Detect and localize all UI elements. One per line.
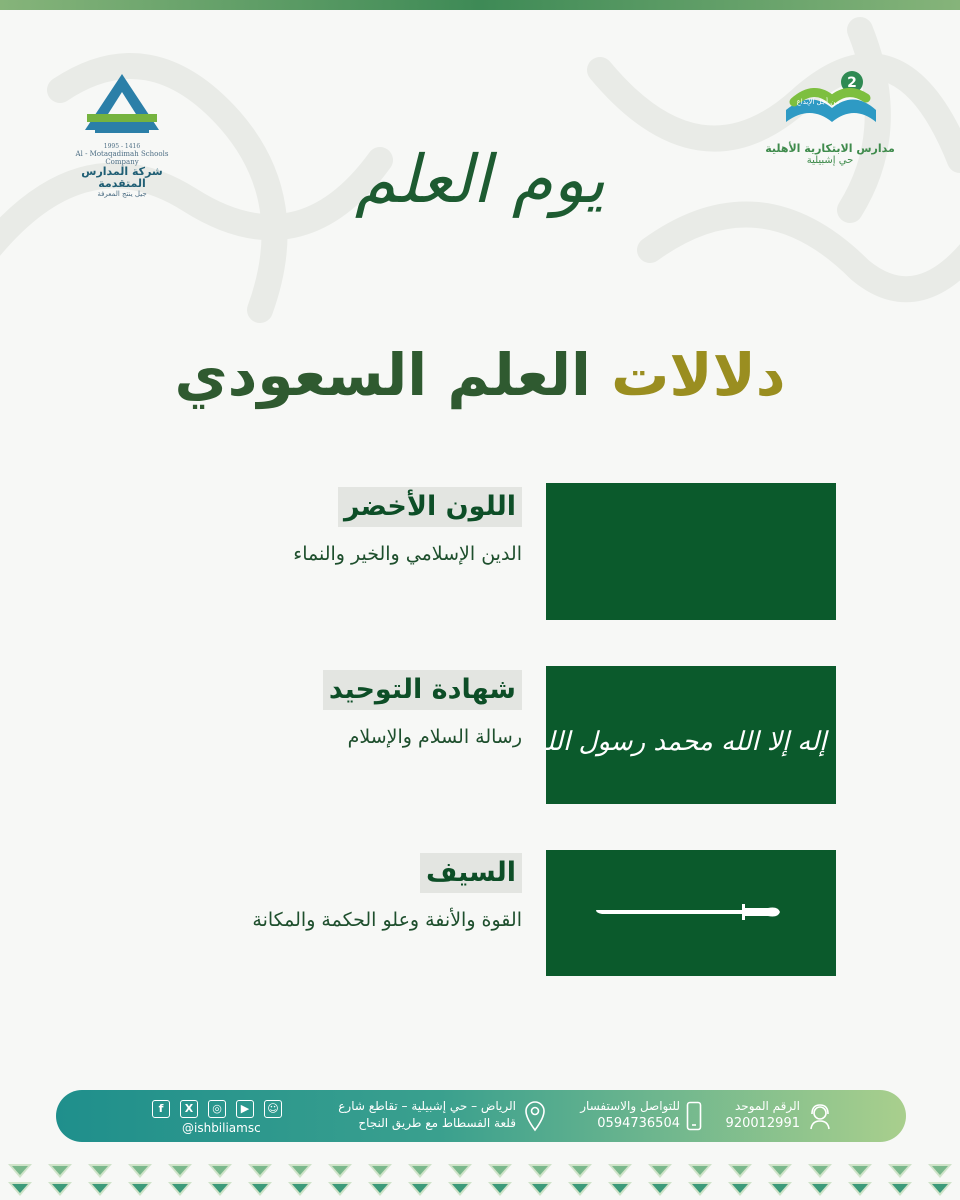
left-logo-name-en: Al - Motaqadimah Schools Company [75,150,169,166]
phone-icon [686,1101,702,1131]
unified-number-value: 920012991 [725,1116,800,1131]
flag-shahada-panel [546,666,836,804]
meaning-item-sword [102,853,522,933]
flag-sword-panel [546,850,836,976]
x-icon[interactable]: X [180,1100,198,1118]
address-line-2: قلعة الفسطاط مع طريق النجاح [358,1116,516,1130]
contact-number-value: 0594736504 [597,1116,680,1131]
location-pin-icon [524,1100,546,1132]
left-logo-tagline: جيل ينتج المعرفة [97,190,147,199]
address-line-1: الرياض – حي إشبيلية – تقاطع شارع [338,1099,516,1113]
right-logo-district: حي إشبيلية [806,155,854,166]
title-word-gold: دلالات [611,341,786,409]
social-handle[interactable]: @ishbiliamsc [182,1121,261,1135]
page-title [100,330,860,420]
logo-number: 2 [847,75,857,91]
unified-number-label: الرقم الموحد [735,1099,800,1113]
instagram-icon[interactable]: ◎ [208,1100,226,1118]
logo-motto: من أجل الإبداع [796,98,840,106]
item-label: شهادة التوحيد [323,670,522,710]
contact-number-block [580,1098,680,1132]
shahada-calligraphy-icon [546,666,836,804]
left-logo-name-ar: شركة المدارس المتقدمة [81,165,163,191]
left-logo-years: 1995 - 1416 [103,143,141,150]
top-accent-bar [0,0,960,10]
meaning-item-shahada [102,670,522,750]
youtube-icon[interactable]: ▶ [236,1100,254,1118]
shahada-text: لا إله إلا الله محمد رسول الله [546,727,836,757]
flag-green-panel [546,483,836,620]
advanced-schools-logo [62,70,182,199]
snapchat-icon[interactable]: ☺ [264,1100,282,1118]
flag-day-calligraphy: يوم العلم [354,141,606,218]
headset-icon [808,1102,832,1130]
bottom-triangle-pattern [0,1158,960,1200]
title-word-green: العلم السعودي [174,341,591,409]
item-description: القوة والأنفة وعلو الحكمة والمكانة [252,909,522,931]
pyramid-logo-icon [77,70,167,142]
social-links [152,1100,322,1120]
right-logo-name: مدارس الابتكارية الأهلية [765,142,895,155]
item-description: الدين الإسلامي والخير والنماء [293,543,522,565]
meaning-item-green [102,487,522,567]
item-label: السيف [420,853,522,893]
unified-number-block [726,1098,800,1132]
contact-label: للتواصل والاستفسار [580,1099,680,1113]
facebook-icon[interactable]: f [152,1100,170,1118]
book-logo-icon [780,68,880,136]
item-description: رسالة السلام والإسلام [347,726,522,748]
sword-icon [546,850,836,976]
item-label: اللون الأخضر [338,487,522,527]
ibtikariya-schools-logo [755,68,905,188]
address-block [338,1098,516,1132]
contact-footer [56,1090,906,1142]
